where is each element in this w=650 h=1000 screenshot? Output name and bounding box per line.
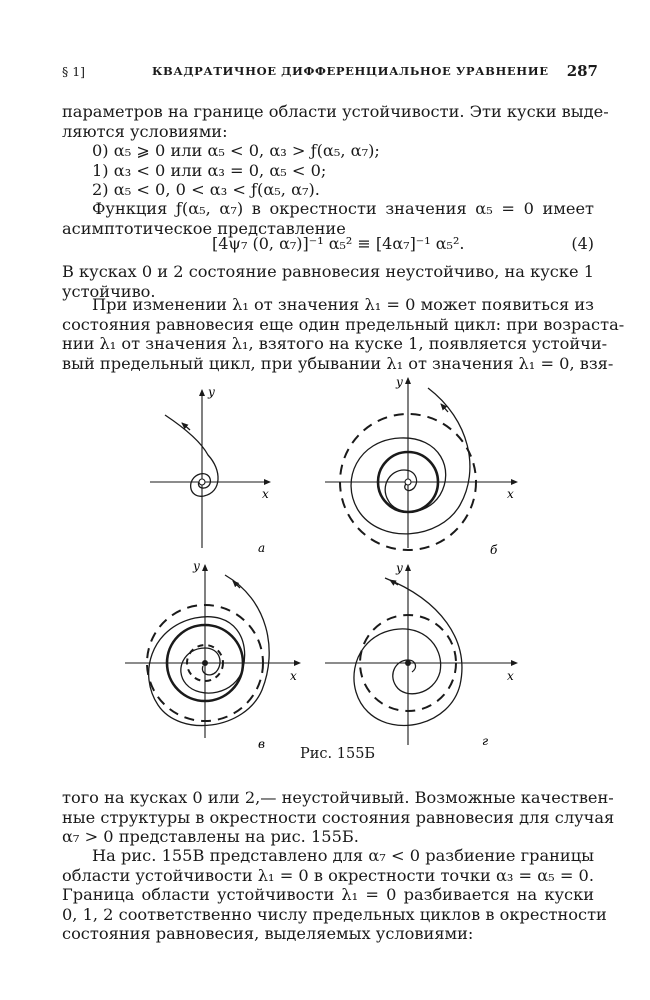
text-line: Граница области устойчивости λ₁ = 0 разбивается на куски: [62, 885, 594, 904]
y-label: y: [193, 559, 200, 573]
chapter-title: КВАДРАТИЧНОЕ ДИФФЕРЕНЦИАЛЬНОЕ УРАВНЕНИЕ: [152, 64, 549, 78]
equilibrium-point: [405, 479, 411, 485]
text-line: устойчиво.: [62, 281, 156, 301]
spiral-trajectory: [351, 388, 470, 534]
y-label: y: [208, 385, 215, 399]
text-line: области устойчивости λ₁ = 0 в окрестности точки α₃ = α₅ = 0.: [62, 865, 594, 885]
text-line: параметров на границе области устойчивости. Эти куски выде-: [62, 102, 609, 121]
panel-b: [325, 375, 517, 557]
text-line: α₇ > 0 представлены на рис. 155Б.: [62, 827, 359, 846]
text-line: ные структуры в окрестности состояния равновесия для случая: [62, 807, 615, 827]
equation-number: (4): [571, 234, 594, 253]
y-label: y: [396, 561, 403, 575]
text-line: того на кусках 0 или 2,— неустойчивый. Возможные качествен-: [62, 788, 614, 807]
condition-0: 0) α₅ ⩾ 0 или α₅ < 0, α₃ > ƒ(α₅, α₇);: [92, 141, 380, 160]
text-line: ляются условиями:: [62, 121, 228, 141]
text-line: Функция ƒ(α₅, α₇) в окрестности значения α₅ = 0 имеет: [92, 199, 594, 218]
panel-c: [125, 559, 300, 751]
equilibrium-point: [202, 660, 208, 666]
x-label: x: [507, 669, 514, 683]
boundary-paragraph: [62, 846, 607, 944]
equilibrium-point: [405, 660, 411, 666]
equilibrium-point: [199, 479, 205, 485]
equation-body: [4ψ₇ (0, α₇)]⁻¹ α₅² ≡ [4α₇]⁻¹ α₅².: [212, 234, 465, 253]
page-number: 287: [566, 62, 598, 80]
text-line: На рис. 155В представлено для α₇ < 0 разбиение границы: [92, 846, 594, 865]
text-line: При изменении λ₁ от значения λ₁ = 0 может появиться из: [92, 295, 594, 314]
spiral-trajectory: [149, 575, 270, 726]
condition-1: 1) α₃ < 0 или α₃ = 0, α₅ < 0;: [92, 160, 327, 180]
panel-label: г: [482, 734, 489, 748]
structures-paragraph: [62, 788, 615, 847]
panel-label: в: [258, 737, 265, 751]
panel-label: а: [258, 541, 266, 555]
text-line: вый предельный цикл, при убывании λ₁ от значения λ₁ = 0, взя-: [62, 353, 614, 373]
section-marker: § 1]: [62, 64, 86, 79]
text-line: асимптотическое представление: [62, 218, 346, 238]
x-label: x: [262, 487, 269, 501]
x-label: x: [290, 669, 297, 683]
condition-2: 2) α₅ < 0, 0 < α₃ < ƒ(α₅, α₇).: [92, 180, 320, 199]
panel-d: [325, 561, 517, 748]
text-line: 0, 1, 2 соответственно числу предельных циклов в окрестности: [62, 904, 607, 924]
panel-a: [150, 385, 270, 555]
text-line: состояния равновесия еще один предельный цикл: при возраста-: [62, 314, 625, 334]
text-line: нии λ₁ от значения λ₁, взятого на куске 1, появляется устойчи-: [62, 334, 608, 353]
x-label: x: [507, 487, 514, 501]
text-line: В кусках 0 и 2 состояние равновесия неустойчиво, на куске 1: [62, 262, 594, 281]
y-label: y: [396, 375, 403, 389]
spiral-trajectory: [165, 415, 218, 496]
text-line: состояния равновесия, выделяемых условиями:: [62, 924, 474, 943]
figure-caption: Рис. 155Б: [300, 746, 376, 762]
panel-label: б: [490, 543, 498, 557]
